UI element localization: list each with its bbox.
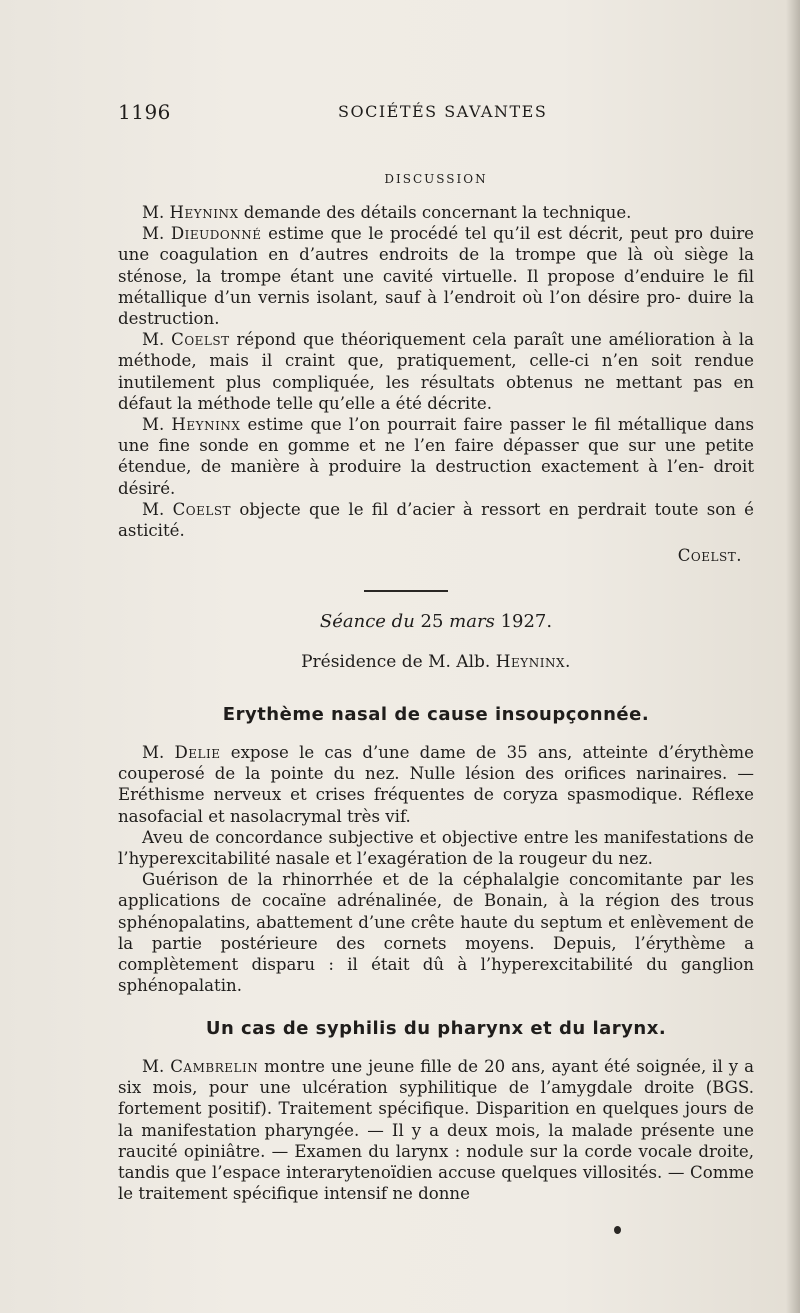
section-title: Un cas de syphilis du pharynx et du larynx. bbox=[205, 1018, 667, 1039]
seance-date bbox=[118, 611, 754, 632]
discussion-paragraph bbox=[118, 329, 754, 414]
speaker-prefix: M. bbox=[142, 415, 172, 435]
paragraph-text: répond que théoriquement cela paraît une amélioration à la méthode, mais il craint que, pratiquement, celle-ci n’en soit rendue inutilement plus compliquée, les résultats obtenus ne mettant pas en défaut la méthode telle qu’elle a été décrite. bbox=[118, 330, 754, 413]
speaker-prefix: M. bbox=[142, 330, 172, 350]
speaker-name: Delie bbox=[174, 743, 221, 762]
speaker-name: Coelst bbox=[171, 330, 230, 350]
paragraph-text: montre une jeune fille de 20 ans, ayant été soignée, il y a six mois, pour une ulcération syphilitique de l’amygdale droite (BGS. fortement positif). Traitement spécifique. Disparition en quelques jours de la manifestation pharyngée. — Il y a deux mois, la malade présente une raucité opiniâtre. — Examen du larynx : nodule sur la corde vocale droite, tandis que l’espace interarytenoïdien accuse quelques villosités. — Comme le traitement spécifique intensif ne donne bbox=[118, 1057, 755, 1204]
signature: Coelst. bbox=[677, 546, 742, 566]
paragraph-text: Guérison de la rhinorrhée et de la céphalalgie concomitante par les applications de cocaïne adrénalinée, de Bonain, à la région des trous sphénopalatins, abattement d’une crête haute du septum et enlèvement de la partie postérieure des cornets moyens. Depuis, l’érythème a complètement disparu : il était dû à l’hyperexcitabilité du ganglion sphénopalatin. bbox=[118, 870, 754, 996]
speaker-prefix: M. bbox=[142, 499, 173, 519]
speaker-prefix: M. bbox=[142, 224, 171, 244]
seance-month: mars bbox=[449, 611, 495, 632]
page-edge-shadow bbox=[786, 0, 800, 1313]
section-paragraph bbox=[118, 1056, 754, 1204]
paragraph-text: demande des détails concernant la technique. bbox=[238, 203, 632, 222]
president-name: Heyninx. bbox=[495, 652, 571, 672]
section-title: Erythème nasal de cause insoupçonnée. bbox=[222, 704, 650, 725]
section-body bbox=[118, 1056, 754, 1204]
ink-speck bbox=[614, 1226, 621, 1234]
page-number: 1196 bbox=[118, 100, 171, 124]
seance-day: 25 bbox=[420, 611, 444, 632]
section-paragraph bbox=[118, 827, 754, 869]
paragraph-text: estime que le procédé tel qu’il est décrit, peut pro duire une coagulation en d’autres endroits de la trompe que là où siège la sténose, la trompe étant une cavité virtuelle. Il propose d’enduire le fil métallique d’un vernis isolant, sauf à l’endroit où l’on désire pro- duire la destruction. bbox=[118, 224, 754, 329]
speaker-name: Dieudonné bbox=[170, 224, 262, 244]
paragraph-text: estime que l’on pourrait faire passer le fil métallique dans une fine sonde en gomme et ne l’en faire dépasser que sur une petite étendue, de manière à produire la destruction exactement à l’en- droit désiré. bbox=[118, 415, 754, 498]
discussion-heading: DISCUSSION bbox=[384, 172, 488, 186]
paragraph-text: Aveu de concordance subjective et objective entre les manifestations de l’hyperexcitabilité nasale et l’exagération de la rougeur du nez. bbox=[118, 827, 754, 869]
speaker-name: Cambrelin bbox=[170, 1057, 259, 1076]
section-body bbox=[118, 742, 754, 996]
seance-prefix: Séance du bbox=[319, 611, 415, 632]
section-rule bbox=[364, 590, 448, 592]
presidence-line bbox=[118, 652, 754, 672]
discussion-paragraph bbox=[118, 414, 754, 499]
presidence-text: Présidence de M. Alb. bbox=[301, 652, 496, 672]
discussion-body bbox=[118, 202, 754, 566]
speaker-prefix: M. bbox=[142, 1057, 171, 1076]
speaker-name: Heyninx bbox=[171, 415, 241, 435]
discussion-paragraph bbox=[118, 223, 754, 329]
discussion-paragraph bbox=[118, 202, 754, 223]
speaker-name: Heyninx bbox=[169, 203, 239, 222]
running-head: SOCIÉTÉS SAVANTES bbox=[338, 102, 548, 121]
discussion-paragraph bbox=[118, 499, 754, 541]
section-paragraph bbox=[118, 742, 754, 827]
seance-year: 1927. bbox=[500, 611, 553, 632]
speaker-prefix: M. bbox=[142, 203, 170, 222]
speaker-name: Coelst bbox=[172, 499, 232, 519]
speaker-prefix: M. bbox=[142, 743, 175, 762]
paragraph-text: objecte que le fil d’acier à ressort en perdrait toute son é asticité. bbox=[118, 499, 754, 541]
paragraph-text: expose le cas d’une dame de 35 ans, atteinte d’érythème couperosé de la pointe du nez. Nulle lésion des orifices narinaires. — Eréthisme nerveux et crises fréquentes de coryza spasmodique. Réflexe nasofacial et nasolacrymal très vif. bbox=[118, 743, 754, 826]
section-paragraph bbox=[118, 869, 754, 996]
page-header bbox=[118, 100, 678, 130]
